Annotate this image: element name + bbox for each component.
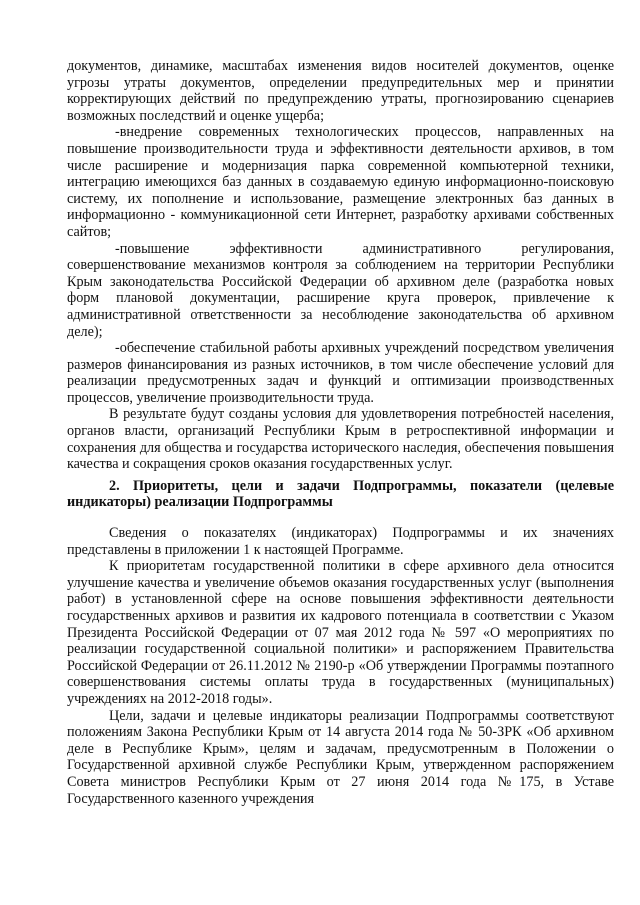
document-page [67, 58, 614, 807]
paragraph-indicators: Сведения о показателях (индикаторах) Подпрограммы и их значениях представлены в приложении 1 к настоящей Программе. [67, 525, 614, 558]
paragraph-result: В результате будут созданы условия для удовлетворения потребностей населения, органов власти, организаций Республики Крым в ретроспективной информации и сохранения для общества и государства исторического наследия, обеспечения повышения качества и сокращения сроков оказания государственных услуг. [67, 406, 614, 473]
paragraph-priorities: К приоритетам государственной политики в сфере архивного дела относится улучшение качества и увеличение объемов оказания государственных услуг (выполнения работ) в установленной сфере на основе повышения эффективности деятельности государственных архивов и развития их кадрового потенциала в соответствии с Указом Президента Российской Федерации от 07 мая 2012 года № 597 «О мероприятиях по реализации государственной социальной политики» и распоряжением Правительства Российской Федерации от 26.11.2012 № 2190-р «Об утверждении Программы поэтапного совершенствования системы оплаты труда в государственных (муниципальных) учреждениях на 2012-2018 годы». [67, 558, 614, 707]
paragraph-regulation: -повышение эффективности административного регулирования, совершенствование механизмов контроля за соблюдением на территории Республики Крым законодательства Российской Федерации об архивном деле (разработка новых форм плановой документации, расширение круга проверок, привлечение к административной ответственности за несоблюдение законодательства об архивном деле); [67, 240, 614, 340]
paragraph-goals: Цели, задачи и целевые индикаторы реализации Подпрограммы соответствуют положениям Закона Республики Крым от 14 августа 2014 года № 50-ЗРК «Об архивном деле в Республике Крым», целям и задачам, предусмотренным в Положении о Государственной архивной службе Республики Крым, утвержденном распоряжением Совета министров Республики Крым от 27 июня 2014 года №175, в Уставе Государственного казенного учреждения [67, 707, 614, 807]
paragraph-technology: -внедрение современных технологических процессов, направленных на повышение производительности труда и эффективности деятельности архивов, в том числе расширение и модернизация парка современной компьютерной техники, интеграцию имеющихся баз данных в создаваемую единую информационно-поисковую систему, их пополнение и использование, размещение электронных баз данных в информационно - коммуникационной сети Интернет, разработку архивами собственных сайтов; [67, 124, 614, 240]
paragraph-financing: -обеспечение стабильной работы архивных учреждений посредством увеличения размеров финансирования из разных источников, в том числе обеспечение условий для реализации предусмотренных задач и функций и оптимизации производственных процессов, увеличение производительности труда. [67, 340, 614, 406]
section-heading: 2. Приоритеты, цели и задачи Подпрограммы, показатели (целевые индикаторы) реализации Подпрограммы [67, 477, 614, 511]
paragraph-continuation: документов, динамике, масштабах изменения видов носителей документов, оценке угрозы утраты документов, определении предупредительных мер и принятии корректирующих действий по предупреждению утраты, прогнозированию сценариев возможных последствий и оценке ущерба; [67, 58, 614, 124]
